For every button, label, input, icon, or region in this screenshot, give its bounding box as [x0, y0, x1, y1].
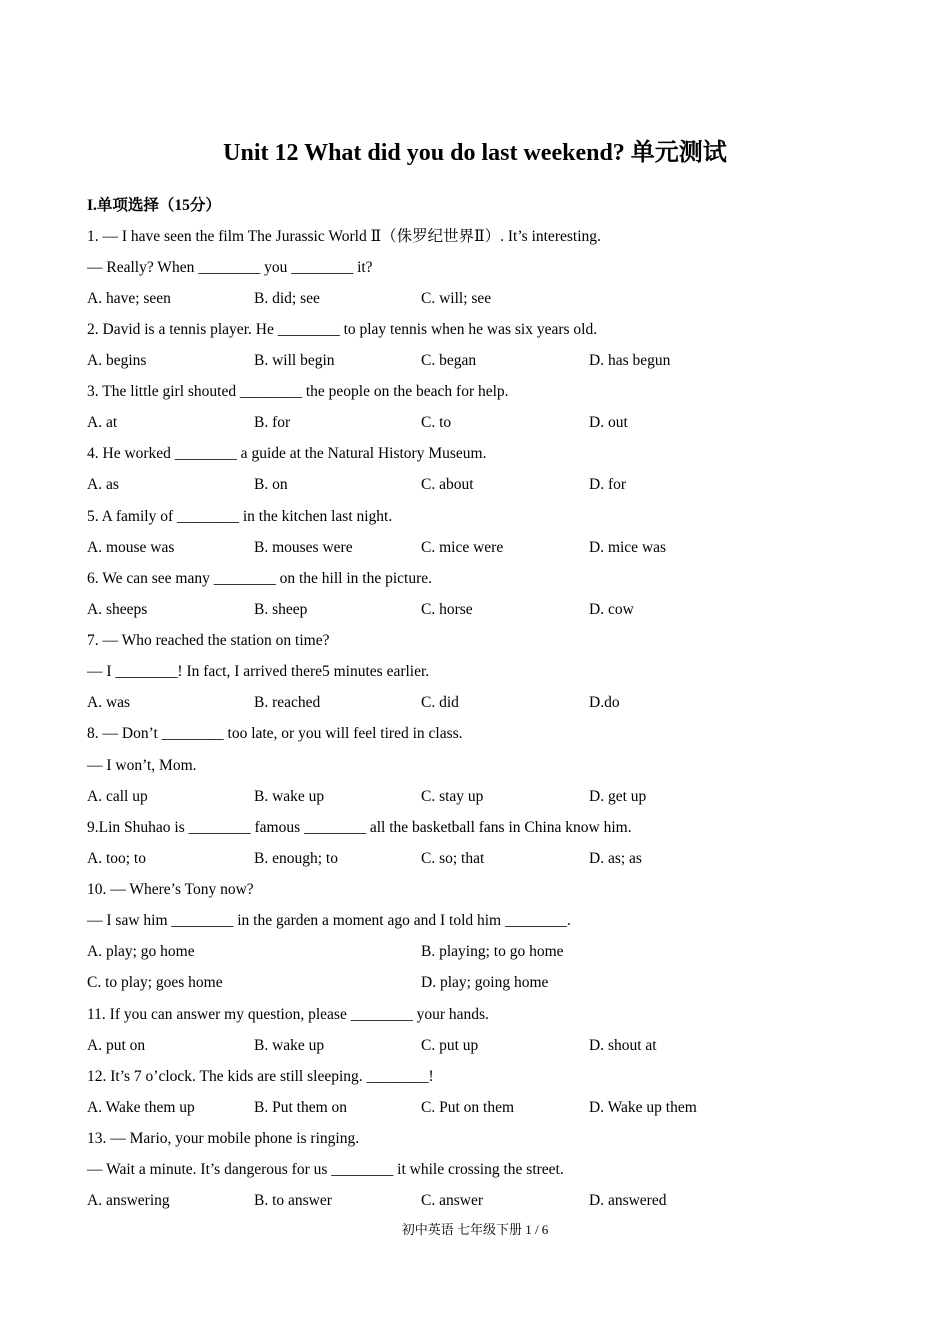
q2-option-c: C. began [421, 352, 477, 369]
q2-option-d: D. has begun [589, 352, 671, 369]
q9-option-b: B. enough; to [254, 850, 338, 867]
q7-option-d: D.do [589, 694, 620, 711]
q4-option-a: A. as [87, 476, 119, 493]
q9-option-c: C. so; that [421, 850, 485, 867]
q12-option-d: D. Wake up them [589, 1099, 697, 1116]
question-1-reply: — Really? When ________ you ________ it? [87, 259, 373, 276]
q1-option-b: B. did; see [254, 290, 320, 307]
q12-option-c: C. Put on them [421, 1099, 515, 1116]
q13-option-a: A. answering [87, 1192, 170, 1209]
q5-option-b: B. mouses were [254, 539, 353, 556]
q8-option-c: C. stay up [421, 788, 484, 805]
q13-option-b: B. to answer [254, 1192, 332, 1209]
q6-option-a: A. sheeps [87, 601, 148, 618]
question-6: 6. We can see many ________ on the hill in the picture. [87, 570, 432, 587]
q5-option-a: A. mouse was [87, 539, 175, 556]
question-2: 2. David is a tennis player. He ________ to play tennis when he was six years old. [87, 321, 598, 338]
q7-option-b: B. reached [254, 694, 321, 711]
q13-option-c: C. answer [421, 1192, 483, 1209]
q10-option-c: C. to play; goes home [87, 974, 223, 991]
question-4: 4. He worked ________ a guide at the Natural History Museum. [87, 445, 487, 462]
question-10-reply: — I saw him ________ in the garden a moment ago and I told him ________. [87, 912, 571, 929]
q6-option-c: C. horse [421, 601, 473, 618]
section-heading: I.单项选择（15分） [87, 197, 221, 214]
q5-option-d: D. mice was [589, 539, 667, 556]
q8-option-a: A. call up [87, 788, 148, 805]
page-footer: 初中英语 七年级下册 1 / 6 [401, 1222, 549, 1237]
q1-option-c: C. will; see [421, 290, 492, 307]
question-13-reply: — Wait a minute. It’s dangerous for us ________ it while crossing the street. [87, 1161, 564, 1178]
q4-option-d: D. for [589, 476, 627, 493]
q6-option-d: D. cow [589, 601, 634, 618]
question-11: 11. If you can answer my question, please ________ your hands. [87, 1006, 489, 1023]
q4-option-b: B. on [254, 476, 288, 493]
q7-option-c: C. did [421, 694, 459, 711]
q8-option-b: B. wake up [254, 788, 325, 805]
question-9: 9.Lin Shuhao is ________ famous ________ all the basketball fans in China know him. [87, 819, 632, 836]
q10-option-b: B. playing; to go home [421, 943, 564, 960]
q5-option-c: C. mice were [421, 539, 504, 556]
q11-option-c: C. put up [421, 1037, 479, 1054]
question-8: 8. — Don’t ________ too late, or you will feel tired in class. [87, 725, 463, 742]
q2-option-b: B. will begin [254, 352, 335, 369]
q10-option-d: D. play; going home [421, 974, 549, 991]
q13-option-d: D. answered [589, 1192, 667, 1209]
q10-option-a: A. play; go home [87, 943, 195, 960]
q12-option-b: B. Put them on [254, 1099, 348, 1116]
question-3: 3. The little girl shouted ________ the people on the beach for help. [87, 383, 509, 400]
q3-option-a: A. at [87, 414, 118, 431]
q9-option-a: A. too; to [87, 850, 146, 867]
question-13: 13. — Mario, your mobile phone is ringing. [87, 1130, 360, 1147]
question-8-reply: — I won’t, Mom. [87, 757, 197, 774]
q2-option-a: A. begins [87, 352, 147, 369]
q4-option-c: C. about [421, 476, 474, 493]
question-1: 1. — I have seen the film The Jurassic World Ⅱ（侏罗纪世界Ⅱ）. It’s interesting. [87, 228, 601, 245]
question-7: 7. — Who reached the station on time? [87, 632, 330, 649]
q7-option-a: A. was [87, 694, 131, 711]
question-7-reply: — I ________! In fact, I arrived there5 minutes earlier. [87, 663, 430, 680]
q6-option-b: B. sheep [254, 601, 308, 618]
q1-option-a: A. have; seen [87, 290, 171, 307]
question-10: 10. — Where’s Tony now? [87, 881, 254, 898]
q3-option-d: D. out [589, 414, 628, 431]
page-title: Unit 12 What did you do last weekend? 单元测试 [223, 140, 727, 166]
q11-option-a: A. put on [87, 1037, 146, 1054]
question-12: 12. It’s 7 o’clock. The kids are still sleeping. ________! [87, 1068, 434, 1085]
q12-option-a: A. Wake them up [87, 1099, 195, 1116]
q3-option-b: B. for [254, 414, 291, 431]
question-5: 5. A family of ________ in the kitchen last night. [87, 508, 393, 525]
q11-option-d: D. shout at [589, 1037, 657, 1054]
q9-option-d: D. as; as [589, 850, 642, 867]
q8-option-d: D. get up [589, 788, 647, 805]
q11-option-b: B. wake up [254, 1037, 325, 1054]
q3-option-c: C. to [421, 414, 452, 431]
